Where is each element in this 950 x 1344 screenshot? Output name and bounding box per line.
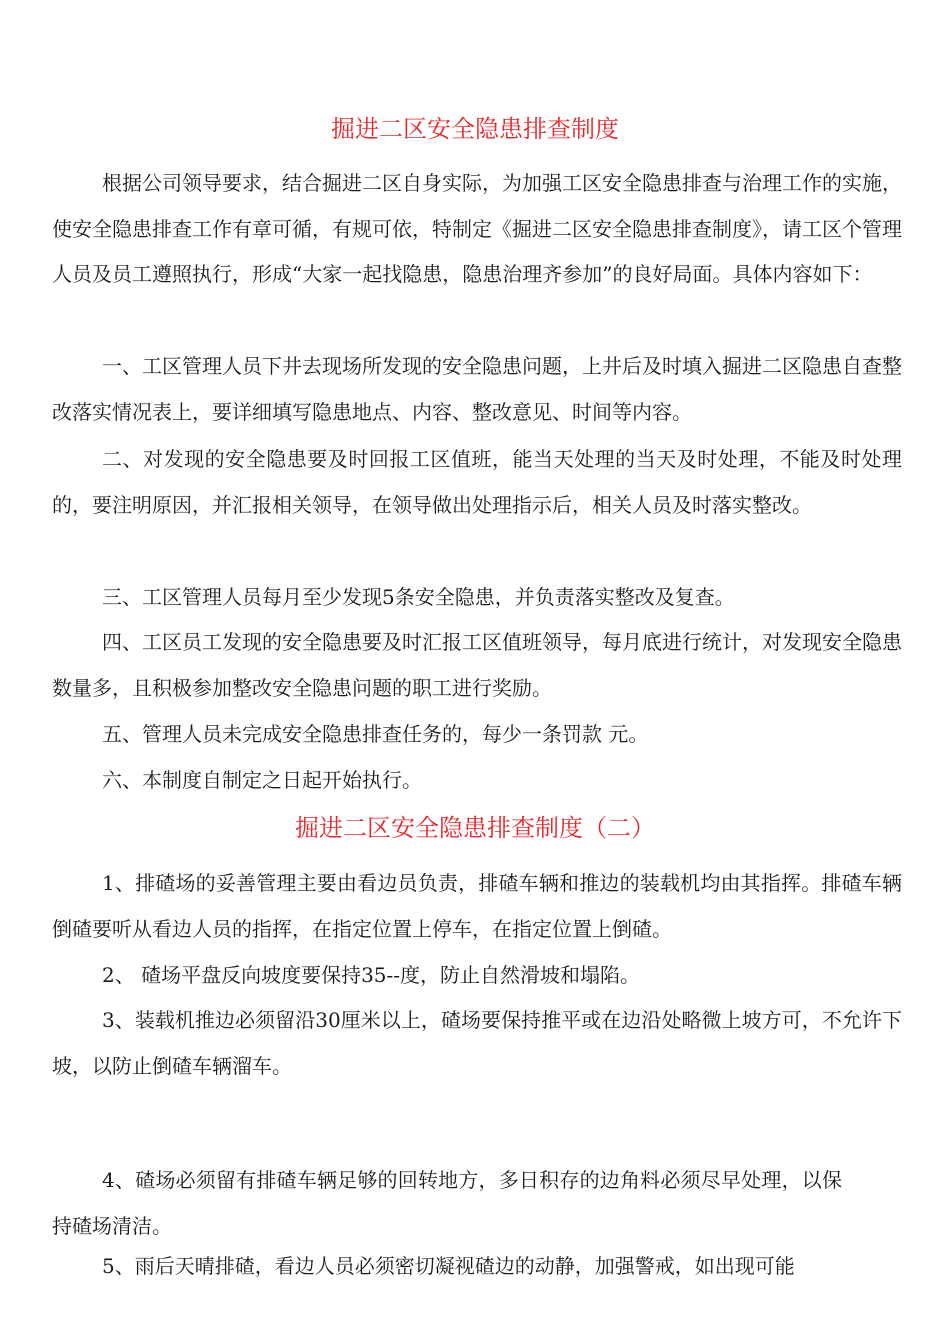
rule-item-4: 四、工区员工发现的安全隐患要及时汇报工区值班领导，每月底进行统计，对发现安全隐患数量多，且积极参加整改安全隐患问题的职工进行奖励。 bbox=[52, 630, 902, 700]
rule2-item-4: 4、碴场必须留有排碴车辆足够的回转地方，多日积存的边角料必须尽早处理，以保持碴场清洁。 bbox=[52, 1168, 842, 1238]
rule2-item-1: 1、排碴场的妥善管理主要由看边员负责，排碴车辆和推边的装载机均由其指挥。排碴车辆倒碴要听从看边人员的指挥，在指定位置上停车，在指定位置上倒碴。 bbox=[52, 871, 902, 941]
rule-item-3: 三、工区管理人员每月至少发现5条安全隐患，并负责落实整改及复查。 bbox=[102, 585, 735, 609]
rule-item-2: 二、对发现的安全隐患要及时回报工区值班，能当天处理的当天及时处理，不能及时处理的，要注明原因，并汇报相关领导，在领导做出处理指示后，相关人员及时落实整改。 bbox=[52, 447, 902, 517]
rule2-item-3: 3、装载机推边必须留沿30厘米以上，碴场要保持推平或在边沿处略微上坡方可，不允许下坡，以防止倒碴车辆溜车。 bbox=[52, 1008, 902, 1078]
rule-item-5: 五、管理人员未完成安全隐患排查任务的，每少一条罚款 元。 bbox=[102, 722, 649, 746]
rule2-item-5: 5、雨后天晴排碴，看边人员必须密切凝视碴边的动静，加强警戒，如出现可能 bbox=[102, 1254, 795, 1278]
section-title: 掘进二区安全隐患排查制度（二） bbox=[295, 814, 655, 842]
rule-item-1: 一、工区管理人员下井去现场所发现的安全隐患问题，上井后及时填入掘进二区隐患自查整改落实情况表上，要详细填写隐患地点、内容、整改意见、时间等内容。 bbox=[52, 354, 902, 424]
intro-paragraph: 根据公司领导要求，结合掘进二区自身实际，为加强工区安全隐患排查与治理工作的实施，使安全隐患排查工作有章可循，有规可依，特制定《掘进二区安全隐患排查制度》，请工区个管理人员及员工遵照执行，形成“大家一起找隐患，隐患治理齐参加”的良好局面。具体内容如下： bbox=[52, 171, 902, 286]
rule2-item-2: 2、 碴场平盘反向坡度要保持35--度，防止自然滑坡和塌陷。 bbox=[102, 963, 641, 987]
document-title: 掘进二区安全隐患排查制度 bbox=[331, 115, 619, 143]
rule-item-6: 六、本制度自制定之日起开始执行。 bbox=[102, 768, 422, 792]
